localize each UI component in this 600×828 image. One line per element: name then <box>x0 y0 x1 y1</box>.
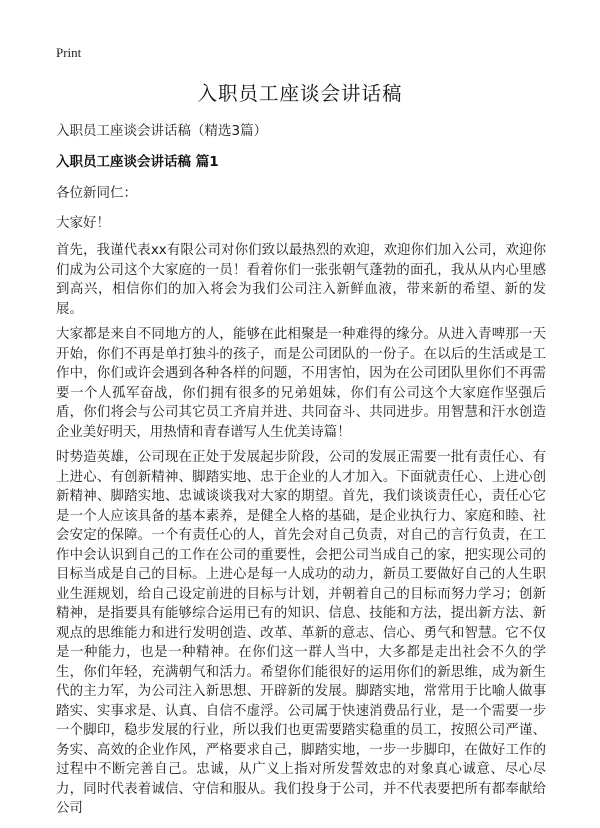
document-subtitle: 入职员工座谈会讲话稿（精选3篇） <box>56 123 268 139</box>
section-heading: 入职员工座谈会讲话稿 篇1 <box>56 154 219 170</box>
greeting-hello: 大家好！ <box>56 215 110 231</box>
print-link[interactable]: Print <box>56 45 82 60</box>
paragraph-welcome: 首先，我谨代表xx有限公司对你们致以最热烈的欢迎，欢迎你们加入公司，欢迎你们成为公司这个大家庭的一员！看着你们一张张朝气蓬勃的面孔，我从从内心里感到高兴，相信你们的加入将会为我们公司注入新鲜血液，带来新的希望、新的发展。 <box>56 243 546 317</box>
page-title: 入职员工座谈会讲话稿 <box>197 82 403 105</box>
paragraph-team: 大家都是来自不同地方的人，能够在此相聚是一种难得的缘分。从进入青啤那一天开始，你们不再是单打独斗的孩子，而是公司团队的一份子。在以后的生活或是工作中，你们或许会遇到各种各样的问题，不用害怕，因为在公司团队里你们不再需要一个人孤军奋战，你们拥有很多的兄弟姐妹，你们有公司这个大家庭作坚强后盾，你们将会与公司其它员工齐肩并进、共同奋斗、共同进步。用智慧和汗水创造企业美好明天，用热情和青春谱写人生优美诗篇！ <box>56 327 546 440</box>
paragraph-expectations: 时势造英雄，公司现在正处于发展起步阶段，公司的发展正需要一批有责任心、有上进心、有创新精神、脚踏实地、忠于企业的人才加入。下面就责任心、上进心创新精神、脚踏实地、忠诚谈谈我对大家的期望。首先，我们谈谈责任心，责任心它是一个人应该具备的基本素养，是健全人格的基础，是企业执行力、家庭和睦、社会安定的保障。一个有责任心的人，首先会对自己负责，对自己的言行负责，在工作中会认识到自己的工作在公司的重要性，会把公司当成自己的家，把实现公司的目标当成是自己的目标。上进心是每一人成功的动力，新员工要做好自己的人生职业生涯规划，给自己设定前进的目标与计划，并朝着自己的目标而努力学习；创新精神，是指要具有能够综合运用已有的知识、信息、技能和方法，提出新方法、新观点的思维能力和进行发明创造、改革、革新的意志、信心、勇气和智慧。它不仅是一种能力，也是一种精神。在你们这一群人当中，大多都是走出社会不久的学生，你们年轻，充满朝气和活力。希望你们能很好的运用你们的新思维，成为新生代的主力军，为公司注入新思想、开辟新的发展。脚踏实地，常常用于比喻人做事踏实、实事求是、认真、自信不虚浮。公司属于快速消费品行业，是一个需要一步一个脚印，稳步发展的行业，所以我们也更需要踏实稳重的员工，按照公司严谨、务实、高效的企业作风，严格要求自己，脚踏实地，一步一步脚印，在做好工作的过程中不断完善自己。忠诚，从广义上指对所发誓效忠的对象真心诚意、尽心尽力，同时代表着诚信、守信和服从。我们投身于公司，并不代表要把所有都奉献给公司 <box>56 450 546 816</box>
greeting-colleagues: 各位新同仁： <box>56 185 137 201</box>
